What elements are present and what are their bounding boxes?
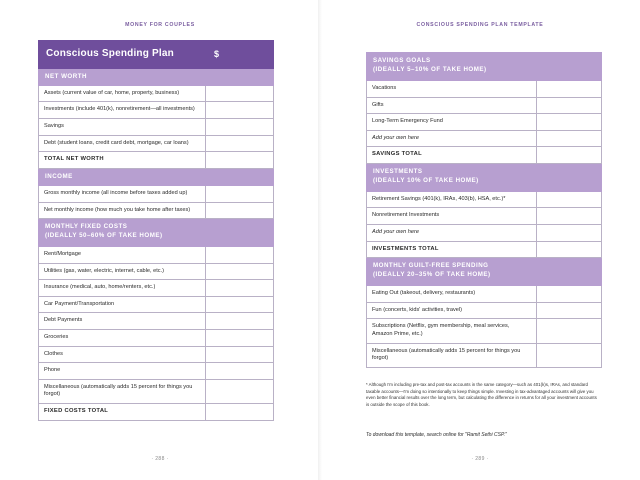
section-value-cell — [537, 163, 602, 191]
row-value-input[interactable] — [206, 247, 274, 264]
row-label: Miscellaneous (automatically adds 15 percent for things you forgot) — [367, 343, 537, 367]
row-label: Debt Payments — [39, 313, 206, 330]
value-column-header: $ — [206, 41, 274, 69]
table-row-add-your-own — [367, 130, 602, 147]
table-row — [39, 296, 274, 313]
row-label[interactable]: Add your own here — [367, 130, 537, 147]
section-value-cell — [206, 219, 274, 247]
row-value-input[interactable] — [537, 97, 602, 114]
table-row — [367, 97, 602, 114]
row-value-input[interactable] — [537, 225, 602, 242]
left-folio: · 288 · — [151, 456, 169, 462]
table-row — [39, 85, 274, 102]
total-row-investments — [367, 241, 602, 258]
table-row — [367, 80, 602, 97]
row-label: Fun (concerts, kids' activities, travel) — [367, 302, 537, 319]
csp-table-right — [366, 52, 602, 368]
row-value-input[interactable] — [206, 280, 274, 297]
table-title-row — [39, 41, 274, 69]
row-label: Insurance (medical, auto, home/renters, etc.) — [39, 280, 206, 297]
row-value-input[interactable] — [206, 152, 274, 169]
section-value-cell — [206, 68, 274, 85]
table-row — [39, 202, 274, 219]
row-value-input[interactable] — [206, 85, 274, 102]
row-label: Car Payment/Transportation — [39, 296, 206, 313]
section-label: NET WORTH — [39, 68, 206, 85]
left-running-head: MONEY FOR COUPLES — [125, 22, 195, 28]
row-label: TOTAL NET WORTH — [39, 152, 206, 169]
row-value-input[interactable] — [206, 202, 274, 219]
row-label: Utilities (gas, water, electric, internet, cable, etc.) — [39, 263, 206, 280]
table-row — [367, 319, 602, 343]
total-row-net-worth — [39, 152, 274, 169]
page-title: Conscious Spending Plan — [39, 41, 206, 69]
row-label: Subscriptions (Netflix, gym membership, meal services, Amazon Prime, etc.) — [367, 319, 537, 343]
row-label: SAVINGS TOTAL — [367, 147, 537, 164]
row-value-input[interactable] — [537, 319, 602, 343]
table-row — [367, 208, 602, 225]
table-row — [39, 280, 274, 297]
table-row — [39, 102, 274, 119]
section-label — [39, 219, 206, 247]
row-value-input[interactable] — [206, 102, 274, 119]
row-label: Long-Term Emergency Fund — [367, 114, 537, 131]
table-row — [39, 247, 274, 264]
section-monthly-fixed-costs — [39, 219, 274, 247]
csp-table-left — [38, 40, 274, 421]
table-row — [367, 191, 602, 208]
row-label: Investments (include 401(k), nonretirement—all investments) — [39, 102, 206, 119]
row-value-input[interactable] — [206, 296, 274, 313]
row-label: Retirement Savings (401(k), IRAs, 403(b), HSA, etc.)* — [367, 191, 537, 208]
section-label-line2: (IDEALLY 10% OF TAKE HOME) — [373, 176, 479, 184]
row-value-input[interactable] — [537, 343, 602, 367]
table-row — [39, 135, 274, 152]
row-value-input[interactable] — [537, 114, 602, 131]
section-investments — [367, 163, 602, 191]
section-value-cell — [206, 168, 274, 185]
row-value-input[interactable] — [206, 135, 274, 152]
section-label — [367, 53, 537, 81]
row-label: Net monthly income (how much you take home after taxes) — [39, 202, 206, 219]
section-label — [367, 258, 537, 286]
row-value-input[interactable] — [206, 313, 274, 330]
table-row — [367, 343, 602, 367]
section-label-line2: (IDEALLY 5–10% OF TAKE HOME) — [373, 65, 487, 73]
row-value-input[interactable] — [206, 346, 274, 363]
section-value-cell — [537, 258, 602, 286]
section-label: INCOME — [39, 168, 206, 185]
page-gutter — [318, 0, 322, 480]
section-label-line2: (IDEALLY 50–60% OF TAKE HOME) — [45, 232, 163, 240]
row-value-input[interactable] — [206, 186, 274, 203]
right-running-head: CONSCIOUS SPENDING PLAN TEMPLATE — [416, 22, 544, 28]
row-label[interactable]: Add your own here — [367, 225, 537, 242]
table-row — [39, 263, 274, 280]
conscious-spending-plan-left-table — [38, 40, 274, 421]
row-label: Gross monthly income (all income before taxes added up) — [39, 186, 206, 203]
section-value-cell — [537, 53, 602, 81]
table-row — [367, 286, 602, 303]
row-label: Nonretirement Investments — [367, 208, 537, 225]
row-label: Phone — [39, 363, 206, 380]
download-note: To download this template, search online for "Ramit Sethi CSP." — [366, 432, 507, 438]
row-label: INVESTMENTS TOTAL — [367, 241, 537, 258]
table-row-add-your-own — [367, 225, 602, 242]
row-label: Eating Out (takeout, delivery, restaurants) — [367, 286, 537, 303]
row-value-input[interactable] — [537, 130, 602, 147]
row-value-input[interactable] — [537, 191, 602, 208]
row-value-input[interactable] — [206, 330, 274, 347]
table-row — [39, 363, 274, 380]
table-row — [39, 186, 274, 203]
row-label: Groceries — [39, 330, 206, 347]
row-label: Savings — [39, 118, 206, 135]
row-label: Debt (student loans, credit card debt, mortgage, car loans) — [39, 135, 206, 152]
row-value-input[interactable] — [537, 302, 602, 319]
row-value-input[interactable] — [206, 403, 274, 420]
table-row — [367, 114, 602, 131]
csp-left-body — [39, 41, 274, 421]
total-row-fixed-costs — [39, 403, 274, 420]
table-row — [39, 313, 274, 330]
row-value-input[interactable] — [206, 379, 274, 403]
table-row — [39, 346, 274, 363]
row-label: Miscellaneous (automatically adds 15 percent for things you forgot) — [39, 379, 206, 403]
section-label-line1: MONTHLY GUILT-FREE SPENDING — [373, 262, 489, 270]
row-label: Rent/Mortgage — [39, 247, 206, 264]
section-label — [367, 163, 537, 191]
section-label-line2: (IDEALLY 20–35% OF TAKE HOME) — [373, 271, 491, 279]
row-label: FIXED COSTS TOTAL — [39, 403, 206, 420]
row-value-input[interactable] — [537, 80, 602, 97]
section-label-line1: MONTHLY FIXED COSTS — [45, 223, 128, 231]
row-value-input[interactable] — [206, 118, 274, 135]
table-row — [367, 302, 602, 319]
row-value-input[interactable] — [537, 147, 602, 164]
section-net-worth — [39, 68, 274, 85]
right-folio: · 289 · — [471, 456, 489, 462]
row-label: Clothes — [39, 346, 206, 363]
conscious-spending-plan-right-table — [366, 52, 602, 368]
section-guilt-free-spending — [367, 258, 602, 286]
row-value-input[interactable] — [206, 363, 274, 380]
total-row-savings — [367, 147, 602, 164]
table-row — [39, 379, 274, 403]
section-label-line1: INVESTMENTS — [373, 167, 423, 175]
row-label: Vacations — [367, 80, 537, 97]
row-value-input[interactable] — [537, 208, 602, 225]
row-value-input[interactable] — [206, 263, 274, 280]
csp-right-body — [367, 53, 602, 368]
table-row — [39, 118, 274, 135]
section-label-line1: SAVINGS GOALS — [373, 57, 431, 64]
section-income — [39, 168, 274, 185]
section-savings-goals — [367, 53, 602, 81]
row-label: Assets (current value of car, home, property, business) — [39, 85, 206, 102]
footnote: * Although I'm including pre-tax and post-tax accounts in the same category—such as 401(k)s, IRAs, and standard taxable accounts—I'm doing so intentionally to keep things simple. Investing in tax-advantaged accounts will give you even better financial results over the long term, but calculating the difference in returns for all your investment accounts is outside the scope of this book. — [366, 382, 597, 407]
row-label: Gifts — [367, 97, 537, 114]
table-row — [39, 330, 274, 347]
row-value-input[interactable] — [537, 286, 602, 303]
right-page — [320, 0, 640, 480]
row-value-input[interactable] — [537, 241, 602, 258]
